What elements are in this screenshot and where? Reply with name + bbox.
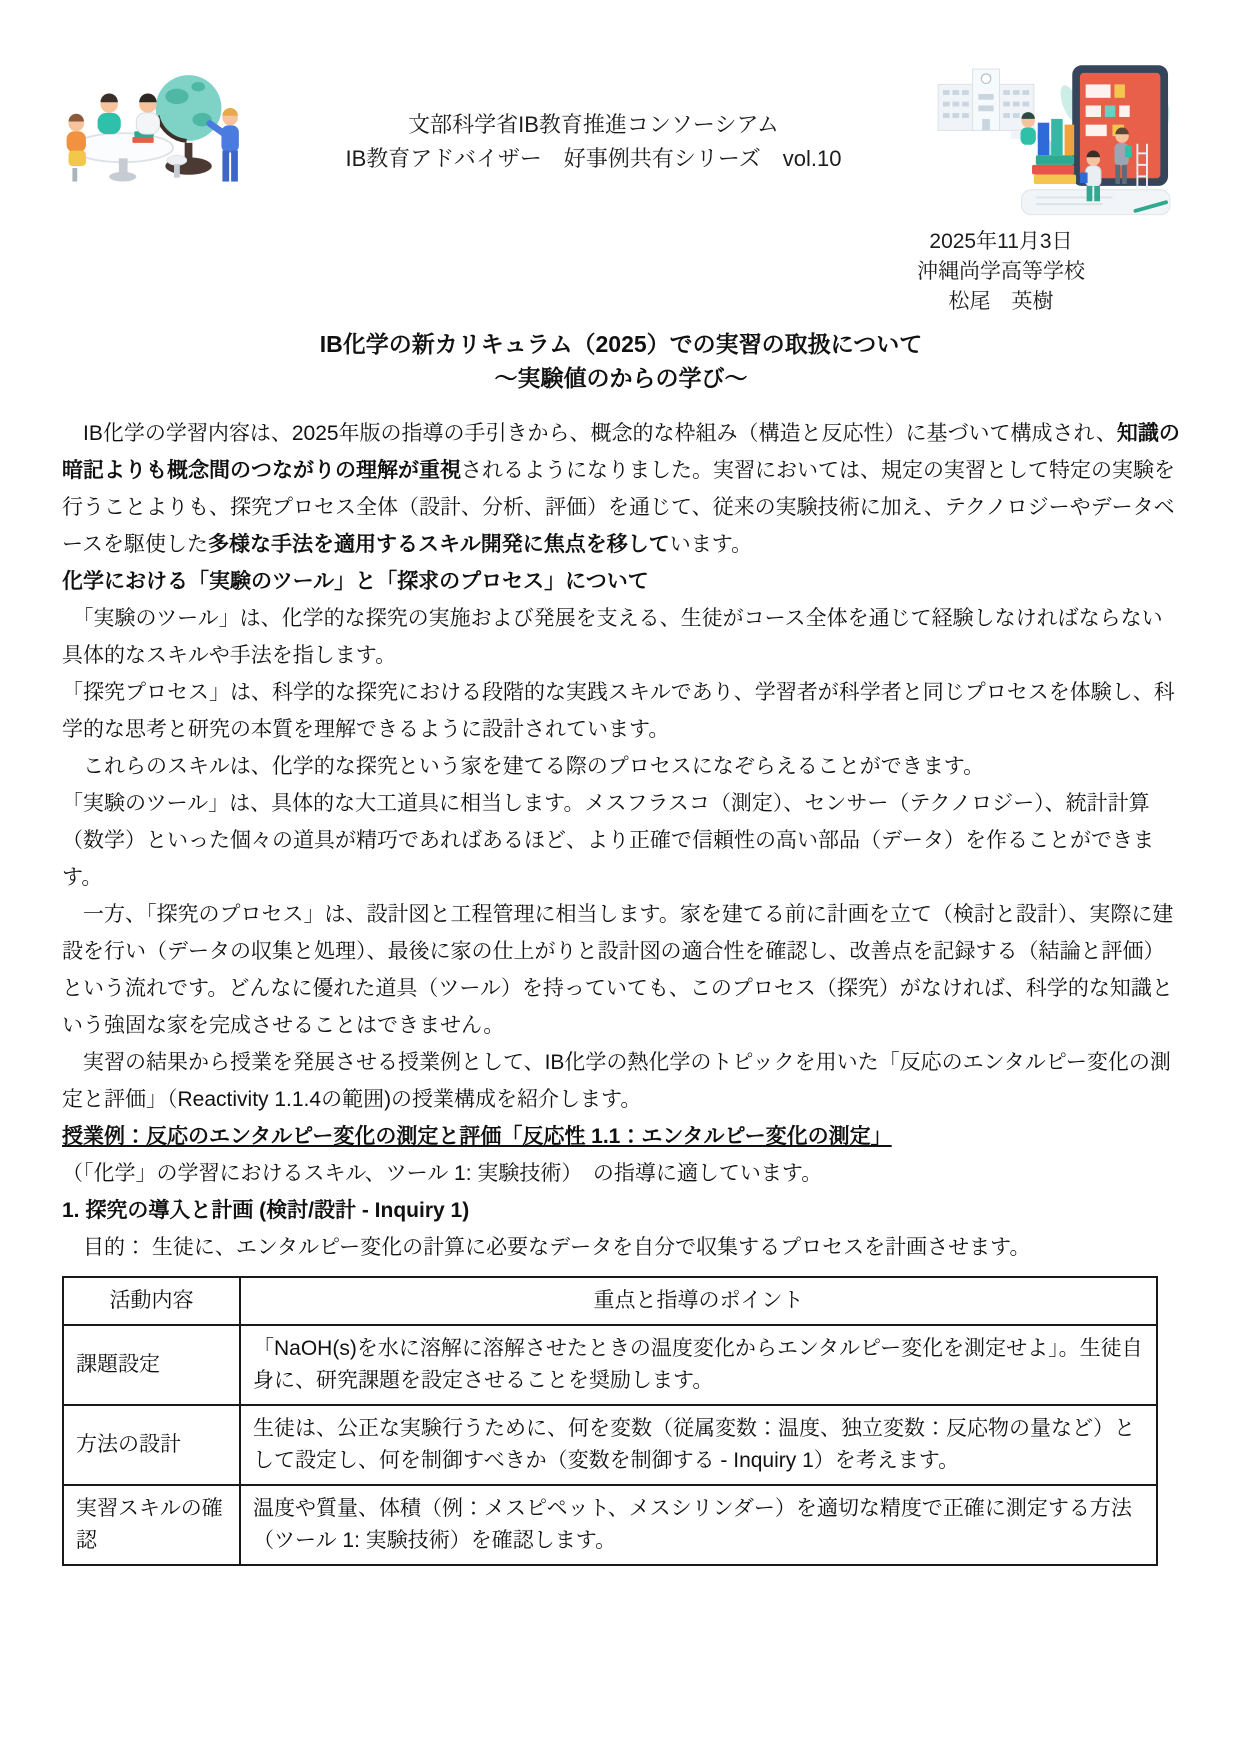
lesson-example-note: （「化学」の学習におけるスキル、ツール 1: 実験技術） の指導に適しています。 <box>62 1162 823 1185</box>
school-line: 沖縄尚学高等学校 <box>917 260 1085 283</box>
intro-seg5: います。 <box>669 533 753 556</box>
school-elearning-illustration-icon <box>930 48 1180 230</box>
lesson-example-heading: 授業例：反応のエンタルピー変化の測定と評価「反応性 1.1：エンタルピー変化の測定」 <box>62 1125 892 1148</box>
round-table <box>72 133 173 181</box>
seated-person-orange <box>67 114 86 182</box>
tools-paragraph-2: 「探究プロセス」は、科学的な探究における段階的な実践スキルであり、学習者が科学者と同じプロセスを体験し、科学的な思考と研究の本質を理解できるように設計されています。 <box>62 681 1175 741</box>
activity-cell: 課題設定 <box>63 1325 240 1405</box>
tools-paragraph-3: これらのスキルは、化学的な探究という家を建てる際のプロセスになぞらえることができます。 <box>62 755 985 778</box>
table-row <box>63 1405 1157 1485</box>
tools-paragraph-5: 一方、「探究のプロセス」は、設計図と工程管理に相当します。家を建てる前に計画を立て（検討と設計）、実際に建設を行い（データの収集と処理）、最後に家の仕上がりと設計図の適合性を確認し、改善点を記録する（結論と評価）という流れです。どんなに優れた道具（ツール）を持っていても、このプロセス（探究）がなければ、科学的な知識という強固な家を完成させることはできません。 <box>62 903 1174 1037</box>
discussion-globe-illustration-icon <box>62 48 257 198</box>
meta-block <box>917 227 1085 317</box>
header-series-line: IB教育アドバイザー 好事例共有シリーズ vol.10 <box>345 146 842 171</box>
section-heading-tools: 化学における「実験のツール」と「探求のプロセス」について <box>62 570 649 593</box>
intro-paragraph <box>62 415 1180 563</box>
document-body <box>62 415 1180 1566</box>
lesson-intro-paragraph: 実習の結果から授業を発展させる授業例として、IB化学の熱化学のトピックを用いた「反応のエンタルピー変化の測定と評価」（Reactivity 1.1.4の範囲)の授業構成を紹介します。 <box>62 1051 1171 1111</box>
page-header <box>62 48 1180 223</box>
title-line-1: IB化学の新カリキュラム（2025）での実習の取扱について <box>319 331 923 357</box>
header-text <box>257 48 930 176</box>
points-cell: 「NaOH(s)を水に溶解に溶解させたときの温度変化からエンタルピー変化を測定せよ」。生徒自身に、研究課題を設定させることを奨励します。 <box>240 1325 1157 1405</box>
tools-paragraph-1: 「実験のツール」は、化学的な探究の実施および発展を支える、生徒がコース全体を通じて経験しなければならない具体的なスキルや手法を指します。 <box>62 607 1163 667</box>
table-header-points: 重点と指導のポイント <box>240 1277 1157 1325</box>
book-stack <box>1032 119 1076 184</box>
table-row <box>63 1325 1157 1405</box>
activity-cell: 実習スキルの確認 <box>63 1485 240 1565</box>
tools-paragraph-4: 「実験のツール」は、具体的な大工道具に相当します。メスフラスコ（測定）、センサー（テクノロジー）、統計計算（数学）といった個々の道具が精巧であればあるほど、より正確で信頼性の高い部品（データ）を作ることができます。 <box>62 792 1154 889</box>
table-header-row <box>63 1277 1157 1325</box>
seated-person-teal <box>98 93 121 134</box>
intro-seg3: されるようになりました。実習においては、規定の実習として特定の実験を行うことよりも、探究プロセス全体（設計、分析、評価）を通じて、従来の実験技術に加え、テクノロジーやデータベースを駆使した <box>62 459 1175 556</box>
author-line: 松尾 英樹 <box>948 290 1054 313</box>
table-header-activity: 活動内容 <box>63 1277 240 1325</box>
inquiry-section-heading: 1. 探究の導入と計画 (検討/設計 - Inquiry 1) <box>62 1199 470 1222</box>
table-row <box>63 1485 1157 1565</box>
seated-person-white <box>136 93 159 134</box>
header-org-line: 文部科学省IB教育推進コンソーシアム <box>408 112 779 137</box>
points-cell: 生徒は、公正な実験行うために、何を変数（従属変数：温度、独立変数：反応物の量など）として設定し、何を制御すべきか（変数を制御する - Inquiry 1）を考えます。 <box>240 1405 1157 1485</box>
points-cell: 温度や質量、体積（例：メスピペット、メスシリンダー）を適切な精度で正確に測定する方法（ツール 1: 実験技術）を確認します。 <box>240 1485 1157 1565</box>
school-building <box>938 69 1034 130</box>
lesson-plan-table <box>62 1276 1158 1566</box>
intro-seg2-bold: 知識の暗記よりも概念間のつながりの理解が重視 <box>62 422 1180 482</box>
date-line: 2025年11月3日 <box>929 230 1073 253</box>
inquiry-purpose: 目的： 生徒に、エンタルピー変化の計算に必要なデータを自分で収集するプロセスを計画させます。 <box>62 1236 1031 1259</box>
intro-seg4-bold: 多様な手法を適用するスキル開発に焦点を移して <box>207 533 670 556</box>
activity-cell: 方法の設計 <box>63 1405 240 1485</box>
title-line-2: ～実験値のからの学び～ <box>494 365 748 391</box>
page-title <box>62 327 1180 395</box>
intro-seg1: IB化学の学習内容は、2025年版の指導の手引きから、概念的な枠組み（構造と反応性）に基づいて構成され、 <box>62 422 1117 445</box>
